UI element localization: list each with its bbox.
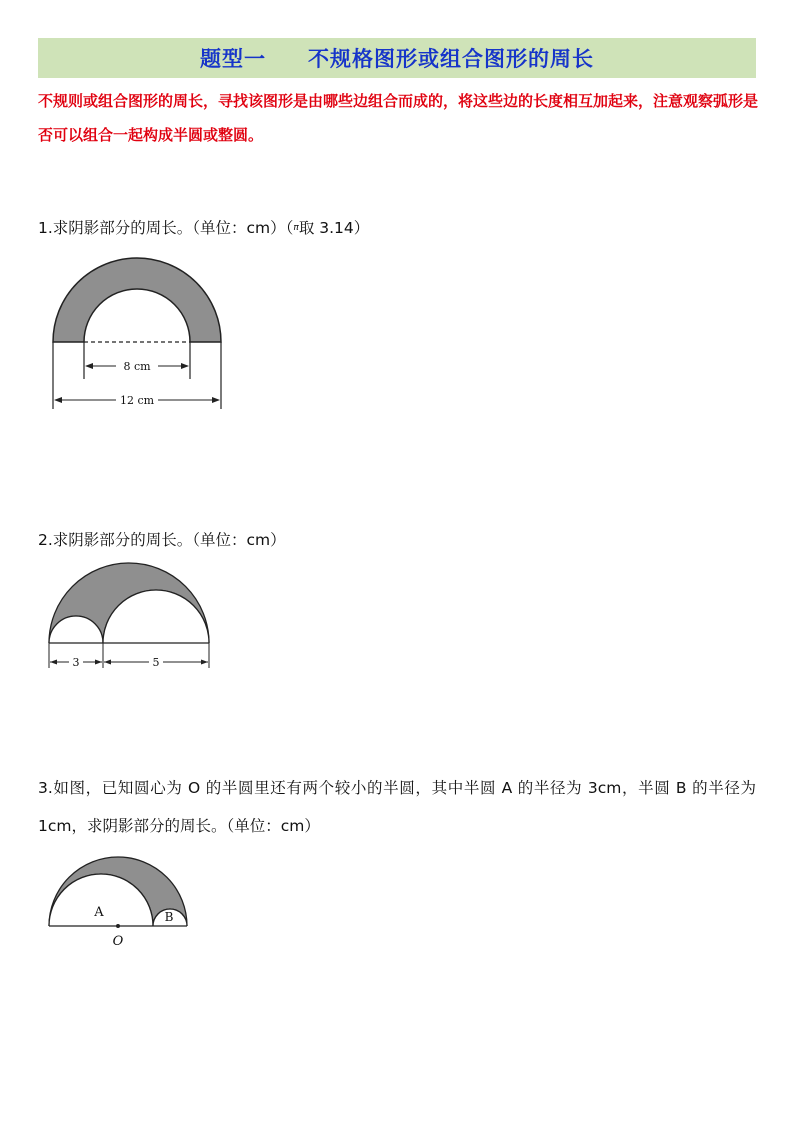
section-title: 不规格图形或组合图形的周长 (308, 46, 594, 71)
question-1-text: 1.求阴影部分的周长。（单位：cm）（ (38, 219, 294, 237)
section-label: 题型一 (200, 46, 266, 71)
question-3-text: 3.如图，已知圆心为 O 的半圆里还有两个较小的半圆，其中半圆 A 的半径为 3cm，半圆 B 的半径为 1cm，求阴影部分的周长。（单位：cm） (38, 779, 756, 835)
figure-3-label-b: B (164, 910, 174, 924)
figure-3-label-o: O (112, 934, 124, 949)
figure-1-ring-semicircle (40, 255, 240, 415)
figure-2-semicircles (40, 560, 220, 676)
section-title-bar (38, 38, 756, 78)
intro-text: 不规则或组合图形的周长，寻找该图形是由哪些边组合而成的，将这些边的长度相互加起来，注意观察弧形是否可以组合一起构成半圆或整圆。 (38, 92, 759, 144)
pi-symbol: π (293, 223, 299, 233)
figure-1-inner-label: 8 cm (123, 360, 151, 373)
figure-2-small-label: 3 (72, 656, 80, 669)
figure-3-label-a: A (94, 905, 104, 920)
question-1 (38, 216, 369, 238)
figure-2-large-label: 5 (152, 656, 160, 669)
figure-1-outer-label: 12 cm (119, 394, 155, 407)
question-2-text: 2.求阴影部分的周长。（单位：cm） (38, 531, 286, 549)
question-2 (38, 528, 286, 550)
question-1-text-after: 取 3.14） (298, 219, 370, 237)
figure-3-nested-semicircles (40, 848, 200, 953)
question-3 (38, 769, 756, 845)
